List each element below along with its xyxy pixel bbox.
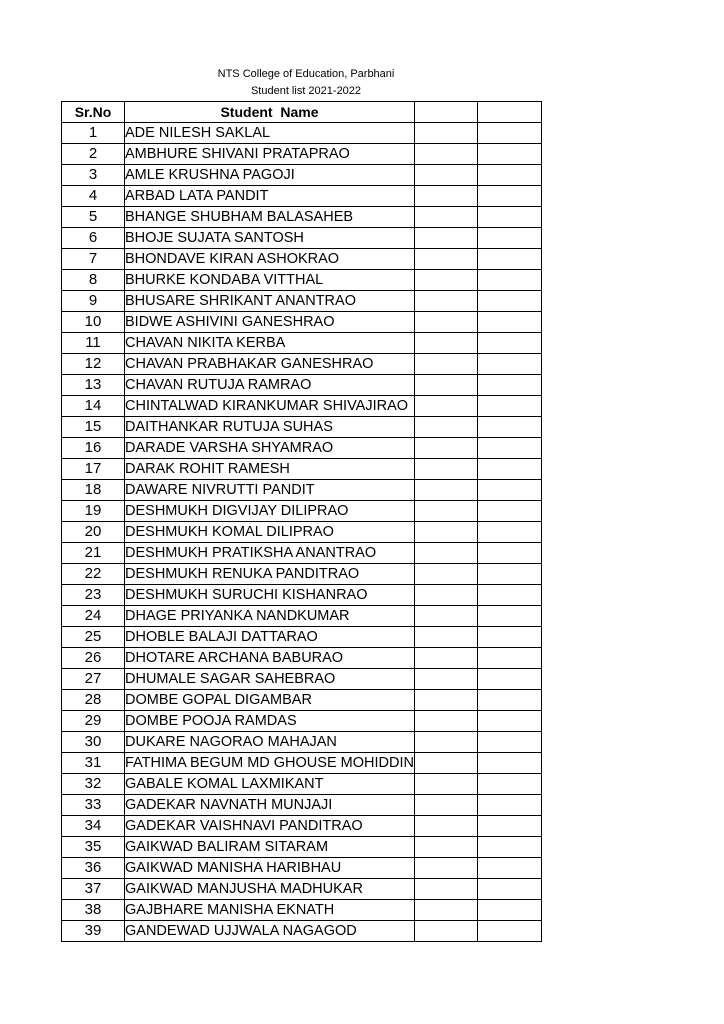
blank-cell bbox=[414, 921, 477, 942]
table-row bbox=[62, 438, 542, 459]
blank-cell bbox=[414, 459, 477, 480]
serial-number: 2 bbox=[62, 144, 125, 165]
blank-cell bbox=[414, 354, 477, 375]
serial-number: 36 bbox=[62, 858, 125, 879]
blank-cell bbox=[414, 564, 477, 585]
blank-cell bbox=[477, 396, 541, 417]
student-name: GANDEWAD UJJWALA NAGAGOD bbox=[125, 921, 415, 942]
student-name: GADEKAR NAVNATH MUNJAJI bbox=[125, 795, 415, 816]
serial-number: 15 bbox=[62, 417, 125, 438]
table-row bbox=[62, 312, 542, 333]
blank-cell bbox=[414, 417, 477, 438]
blank-cell bbox=[477, 795, 541, 816]
blank-cell bbox=[414, 585, 477, 606]
blank-cell bbox=[414, 312, 477, 333]
table-row bbox=[62, 732, 542, 753]
blank-cell bbox=[414, 858, 477, 879]
blank-cell bbox=[414, 837, 477, 858]
student-name: AMLE KRUSHNA PAGOJI bbox=[125, 165, 415, 186]
table-row bbox=[62, 501, 542, 522]
blank-cell bbox=[477, 543, 541, 564]
blank-cell bbox=[414, 186, 477, 207]
student-name: ARBAD LATA PANDIT bbox=[125, 186, 415, 207]
blank-cell bbox=[414, 396, 477, 417]
serial-number: 32 bbox=[62, 774, 125, 795]
student-name: AMBHURE SHIVANI PRATAPRAO bbox=[125, 144, 415, 165]
table-row bbox=[62, 459, 542, 480]
serial-number: 14 bbox=[62, 396, 125, 417]
table-row bbox=[62, 417, 542, 438]
blank-cell bbox=[477, 879, 541, 900]
table-row bbox=[62, 858, 542, 879]
student-name: CHAVAN NIKITA KERBA bbox=[125, 333, 415, 354]
serial-number: 34 bbox=[62, 816, 125, 837]
blank-cell bbox=[414, 375, 477, 396]
serial-number: 24 bbox=[62, 606, 125, 627]
table-row bbox=[62, 333, 542, 354]
blank-cell bbox=[477, 732, 541, 753]
blank-cell bbox=[477, 123, 541, 144]
blank-cell bbox=[414, 816, 477, 837]
blank-cell bbox=[414, 333, 477, 354]
blank-cell bbox=[477, 837, 541, 858]
blank-cell bbox=[414, 228, 477, 249]
table-row bbox=[62, 396, 542, 417]
blank-cell bbox=[477, 375, 541, 396]
student-name: DOMBE POOJA RAMDAS bbox=[125, 711, 415, 732]
table-body bbox=[62, 123, 542, 942]
blank-cell bbox=[414, 774, 477, 795]
blank-cell bbox=[414, 669, 477, 690]
serial-number: 25 bbox=[62, 627, 125, 648]
blank-cell bbox=[477, 228, 541, 249]
blank-cell bbox=[477, 921, 541, 942]
blank-cell bbox=[477, 564, 541, 585]
student-name: DHOTARE ARCHANA BABURAO bbox=[125, 648, 415, 669]
blank-cell bbox=[477, 774, 541, 795]
list-session: Student list 2021-2022 bbox=[250, 85, 362, 97]
blank-cell bbox=[477, 816, 541, 837]
blank-cell bbox=[414, 648, 477, 669]
blank-cell bbox=[477, 144, 541, 165]
student-name: DOMBE GOPAL DIGAMBAR bbox=[125, 690, 415, 711]
column-header-blank-1 bbox=[414, 102, 477, 123]
column-header-sr-no: Sr.No bbox=[62, 102, 125, 123]
serial-number: 8 bbox=[62, 270, 125, 291]
student-name: ADE NILESH SAKLAL bbox=[125, 123, 415, 144]
serial-number: 10 bbox=[62, 312, 125, 333]
student-name: DAWARE NIVRUTTI PANDIT bbox=[125, 480, 415, 501]
blank-cell bbox=[477, 606, 541, 627]
serial-number: 30 bbox=[62, 732, 125, 753]
blank-cell bbox=[414, 480, 477, 501]
serial-number: 3 bbox=[62, 165, 125, 186]
student-name: DESHMUKH SURUCHI KISHANRAO bbox=[125, 585, 415, 606]
serial-number: 29 bbox=[62, 711, 125, 732]
blank-cell bbox=[477, 249, 541, 270]
serial-number: 20 bbox=[62, 522, 125, 543]
student-name: DESHMUKH PRATIKSHA ANANTRAO bbox=[125, 543, 415, 564]
blank-cell bbox=[414, 249, 477, 270]
serial-number: 7 bbox=[62, 249, 125, 270]
blank-cell bbox=[477, 900, 541, 921]
serial-number: 35 bbox=[62, 837, 125, 858]
table-row bbox=[62, 606, 542, 627]
student-name: DHOBLE BALAJI DATTARAO bbox=[125, 627, 415, 648]
blank-cell bbox=[477, 690, 541, 711]
blank-cell bbox=[477, 333, 541, 354]
blank-cell bbox=[477, 270, 541, 291]
student-name: DARADE VARSHA SHYAMRAO bbox=[125, 438, 415, 459]
serial-number: 5 bbox=[62, 207, 125, 228]
serial-number: 37 bbox=[62, 879, 125, 900]
serial-number: 39 bbox=[62, 921, 125, 942]
table-row bbox=[62, 669, 542, 690]
blank-cell bbox=[477, 354, 541, 375]
blank-cell bbox=[414, 438, 477, 459]
student-list-table bbox=[61, 101, 542, 942]
table-row bbox=[62, 249, 542, 270]
table-row bbox=[62, 921, 542, 942]
student-name: GADEKAR VAISHNAVI PANDITRAO bbox=[125, 816, 415, 837]
blank-cell bbox=[414, 900, 477, 921]
blank-cell bbox=[477, 207, 541, 228]
blank-cell bbox=[414, 123, 477, 144]
table-row bbox=[62, 627, 542, 648]
blank-cell bbox=[414, 711, 477, 732]
blank-cell bbox=[414, 291, 477, 312]
student-name: DHAGE PRIYANKA NANDKUMAR bbox=[125, 606, 415, 627]
serial-number: 26 bbox=[62, 648, 125, 669]
table-row bbox=[62, 837, 542, 858]
student-name: BHONDAVE KIRAN ASHOKRAO bbox=[125, 249, 415, 270]
serial-number: 9 bbox=[62, 291, 125, 312]
serial-number: 13 bbox=[62, 375, 125, 396]
serial-number: 4 bbox=[62, 186, 125, 207]
table-header-row bbox=[62, 102, 542, 123]
table-row bbox=[62, 753, 542, 774]
blank-cell bbox=[477, 186, 541, 207]
serial-number: 22 bbox=[62, 564, 125, 585]
blank-cell bbox=[477, 501, 541, 522]
table-row bbox=[62, 291, 542, 312]
blank-cell bbox=[414, 606, 477, 627]
student-name: DHUMALE SAGAR SAHEBRAO bbox=[125, 669, 415, 690]
serial-number: 6 bbox=[62, 228, 125, 249]
serial-number: 38 bbox=[62, 900, 125, 921]
table-row bbox=[62, 207, 542, 228]
blank-cell bbox=[477, 669, 541, 690]
student-name: GAIKWAD MANJUSHA MADHUKAR bbox=[125, 879, 415, 900]
college-name: NTS College of Education, Parbhani bbox=[217, 68, 395, 80]
table-row bbox=[62, 480, 542, 501]
student-name: GAIKWAD BALIRAM SITARAM bbox=[125, 837, 415, 858]
student-name: DESHMUKH DIGVIJAY DILIPRAO bbox=[125, 501, 415, 522]
blank-cell bbox=[477, 858, 541, 879]
serial-number: 11 bbox=[62, 333, 125, 354]
serial-number: 18 bbox=[62, 480, 125, 501]
serial-number: 1 bbox=[62, 123, 125, 144]
table-row bbox=[62, 522, 542, 543]
blank-cell bbox=[414, 753, 477, 774]
student-name: DESHMUKH RENUKA PANDITRAO bbox=[125, 564, 415, 585]
table-row bbox=[62, 711, 542, 732]
table-row bbox=[62, 648, 542, 669]
blank-cell bbox=[477, 459, 541, 480]
blank-cell bbox=[414, 165, 477, 186]
serial-number: 23 bbox=[62, 585, 125, 606]
blank-cell bbox=[477, 585, 541, 606]
student-name: GAJBHARE MANISHA EKNATH bbox=[125, 900, 415, 921]
table-row bbox=[62, 228, 542, 249]
student-name: CHAVAN RUTUJA RAMRAO bbox=[125, 375, 415, 396]
blank-cell bbox=[414, 732, 477, 753]
blank-cell bbox=[414, 795, 477, 816]
student-name: BHURKE KONDABA VITTHAL bbox=[125, 270, 415, 291]
column-header-blank-2 bbox=[477, 102, 541, 123]
student-name: BHANGE SHUBHAM BALASAHEB bbox=[125, 207, 415, 228]
blank-cell bbox=[477, 522, 541, 543]
serial-number: 12 bbox=[62, 354, 125, 375]
table-row bbox=[62, 270, 542, 291]
blank-cell bbox=[477, 417, 541, 438]
student-name: DAITHANKAR RUTUJA SUHAS bbox=[125, 417, 415, 438]
blank-cell bbox=[414, 207, 477, 228]
blank-cell bbox=[414, 627, 477, 648]
blank-cell bbox=[414, 144, 477, 165]
serial-number: 28 bbox=[62, 690, 125, 711]
table-row bbox=[62, 795, 542, 816]
table-row bbox=[62, 144, 542, 165]
serial-number: 27 bbox=[62, 669, 125, 690]
student-name: DUKARE NAGORAO MAHAJAN bbox=[125, 732, 415, 753]
student-name: FATHIMA BEGUM MD GHOUSE MOHIDDIN bbox=[125, 753, 415, 774]
student-name: BIDWE ASHIVINI GANESHRAO bbox=[125, 312, 415, 333]
blank-cell bbox=[477, 438, 541, 459]
serial-number: 31 bbox=[62, 753, 125, 774]
table-row bbox=[62, 774, 542, 795]
student-name: GABALE KOMAL LAXMIKANT bbox=[125, 774, 415, 795]
blank-cell bbox=[477, 480, 541, 501]
blank-cell bbox=[477, 165, 541, 186]
student-name: DARAK ROHIT RAMESH bbox=[125, 459, 415, 480]
blank-cell bbox=[477, 711, 541, 732]
student-name: CHAVAN PRABHAKAR GANESHRAO bbox=[125, 354, 415, 375]
blank-cell bbox=[477, 291, 541, 312]
student-name: CHINTALWAD KIRANKUMAR SHIVAJIRAO bbox=[125, 396, 415, 417]
table-row bbox=[62, 900, 542, 921]
student-name: GAIKWAD MANISHA HARIBHAU bbox=[125, 858, 415, 879]
table-row bbox=[62, 879, 542, 900]
blank-cell bbox=[414, 879, 477, 900]
blank-cell bbox=[477, 312, 541, 333]
serial-number: 17 bbox=[62, 459, 125, 480]
table-row bbox=[62, 375, 542, 396]
blank-cell bbox=[414, 522, 477, 543]
table-row bbox=[62, 585, 542, 606]
blank-cell bbox=[414, 543, 477, 564]
student-name: BHOJE SUJATA SANTOSH bbox=[125, 228, 415, 249]
blank-cell bbox=[477, 627, 541, 648]
serial-number: 33 bbox=[62, 795, 125, 816]
blank-cell bbox=[477, 753, 541, 774]
table-row bbox=[62, 354, 542, 375]
blank-cell bbox=[414, 270, 477, 291]
serial-number: 21 bbox=[62, 543, 125, 564]
table-row bbox=[62, 564, 542, 585]
student-name: DESHMUKH KOMAL DILIPRAO bbox=[125, 522, 415, 543]
blank-cell bbox=[414, 501, 477, 522]
column-header-student-name: Student Name bbox=[125, 102, 415, 123]
table-row bbox=[62, 690, 542, 711]
blank-cell bbox=[414, 690, 477, 711]
blank-cell bbox=[477, 648, 541, 669]
table-row bbox=[62, 816, 542, 837]
document-header bbox=[0, 66, 612, 99]
table-row bbox=[62, 543, 542, 564]
serial-number: 16 bbox=[62, 438, 125, 459]
student-name: BHUSARE SHRIKANT ANANTRAO bbox=[125, 291, 415, 312]
serial-number: 19 bbox=[62, 501, 125, 522]
table-row bbox=[62, 123, 542, 144]
table-row bbox=[62, 165, 542, 186]
table-row bbox=[62, 186, 542, 207]
